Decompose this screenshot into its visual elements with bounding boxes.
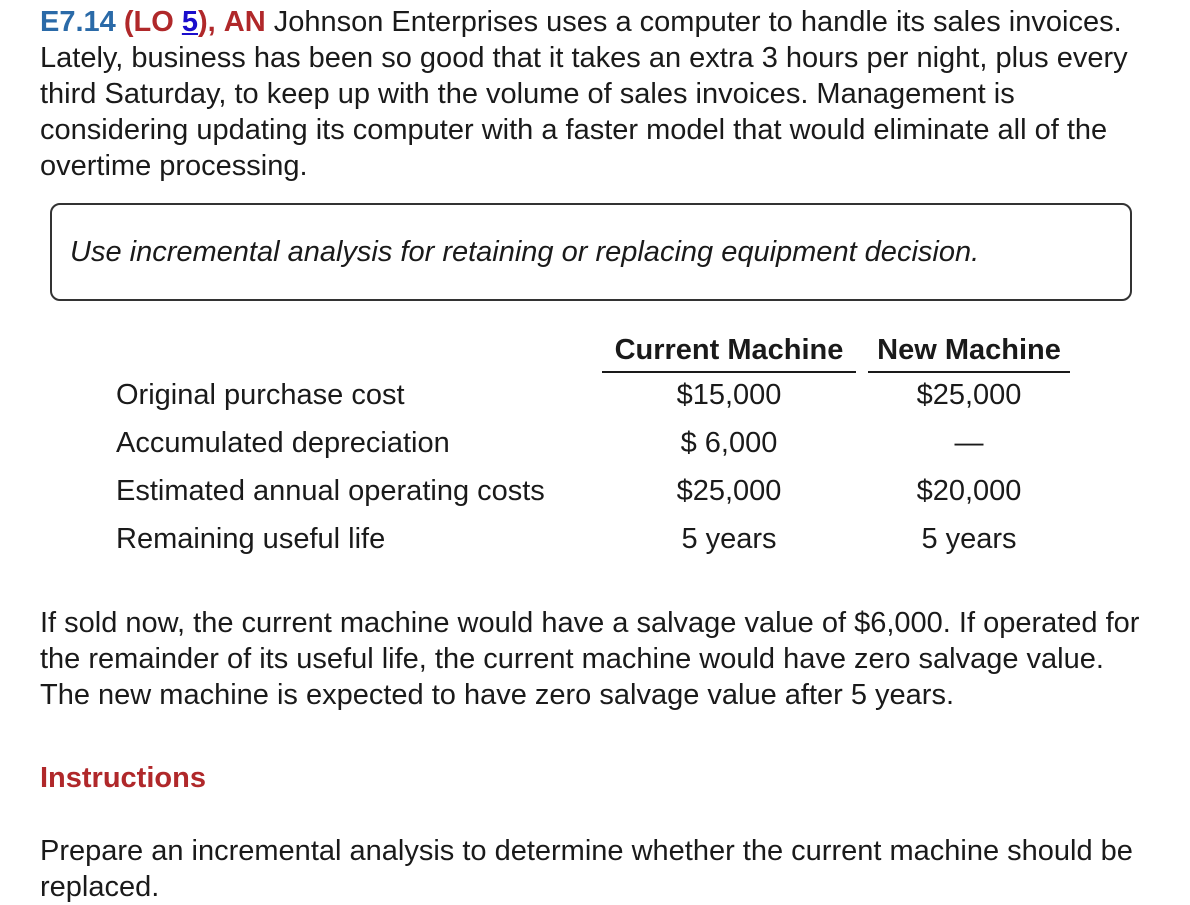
header-new-machine: New Machine — [868, 334, 1070, 373]
current-value: 5 years — [681, 523, 777, 555]
intro-text: Johnson Enterprises uses a computer to handle its sales invoices. Lately, business has been so good that it takes an extra 3 hours per night, plus every third Saturday, to keep up with the volume of sales invoices. Management is considering updating its computer with a faster model that would eliminate all of the overtime processing. — [40, 6, 1128, 182]
lo-open: (LO — [123, 6, 182, 38]
current-value: $25,000 — [676, 475, 782, 507]
current-value: $ 6,000 — [680, 427, 778, 459]
instructions-heading: Instructions — [40, 762, 206, 794]
table-row — [116, 379, 1076, 427]
header-current-machine: Current Machine — [602, 334, 856, 373]
instructions-text: Prepare an incremental analysis to determine whether the current machine should be replaced. — [40, 835, 1133, 903]
new-value: $20,000 — [916, 475, 1022, 507]
current-value: $15,000 — [676, 379, 782, 411]
table-row — [116, 427, 1076, 475]
row-label: Original purchase cost — [116, 379, 405, 411]
hint-callout-text: Use incremental analysis for retaining or replacing equipment decision. — [70, 235, 980, 268]
machine-comparison-table — [116, 334, 1076, 571]
lo-link[interactable]: 5 — [181, 6, 198, 38]
exercise-intro — [40, 4, 1150, 184]
row-label: Accumulated depreciation — [116, 427, 450, 459]
table-row — [116, 475, 1076, 523]
hint-callout-box — [50, 203, 1132, 301]
learning-objective — [124, 6, 216, 38]
exercise-page — [40, 4, 1150, 903]
table-row — [116, 523, 1076, 571]
lo-close: ), — [198, 6, 216, 38]
exercise-code: E7.14 — [40, 6, 116, 38]
row-label: Remaining useful life — [116, 523, 386, 555]
new-value: $25,000 — [916, 379, 1022, 411]
skill-tag: AN — [223, 6, 266, 38]
table-header-row — [116, 334, 1076, 379]
salvage-paragraph: If sold now, the current machine would have a salvage value of $6,000. If operated for the remainder of its useful life, the current machine would have zero salvage value. The new machine is expected to have zero salvage value after 5 years. — [40, 607, 1140, 711]
new-value: — — [954, 427, 984, 459]
row-label: Estimated annual operating costs — [116, 475, 545, 507]
new-value: 5 years — [921, 523, 1017, 555]
